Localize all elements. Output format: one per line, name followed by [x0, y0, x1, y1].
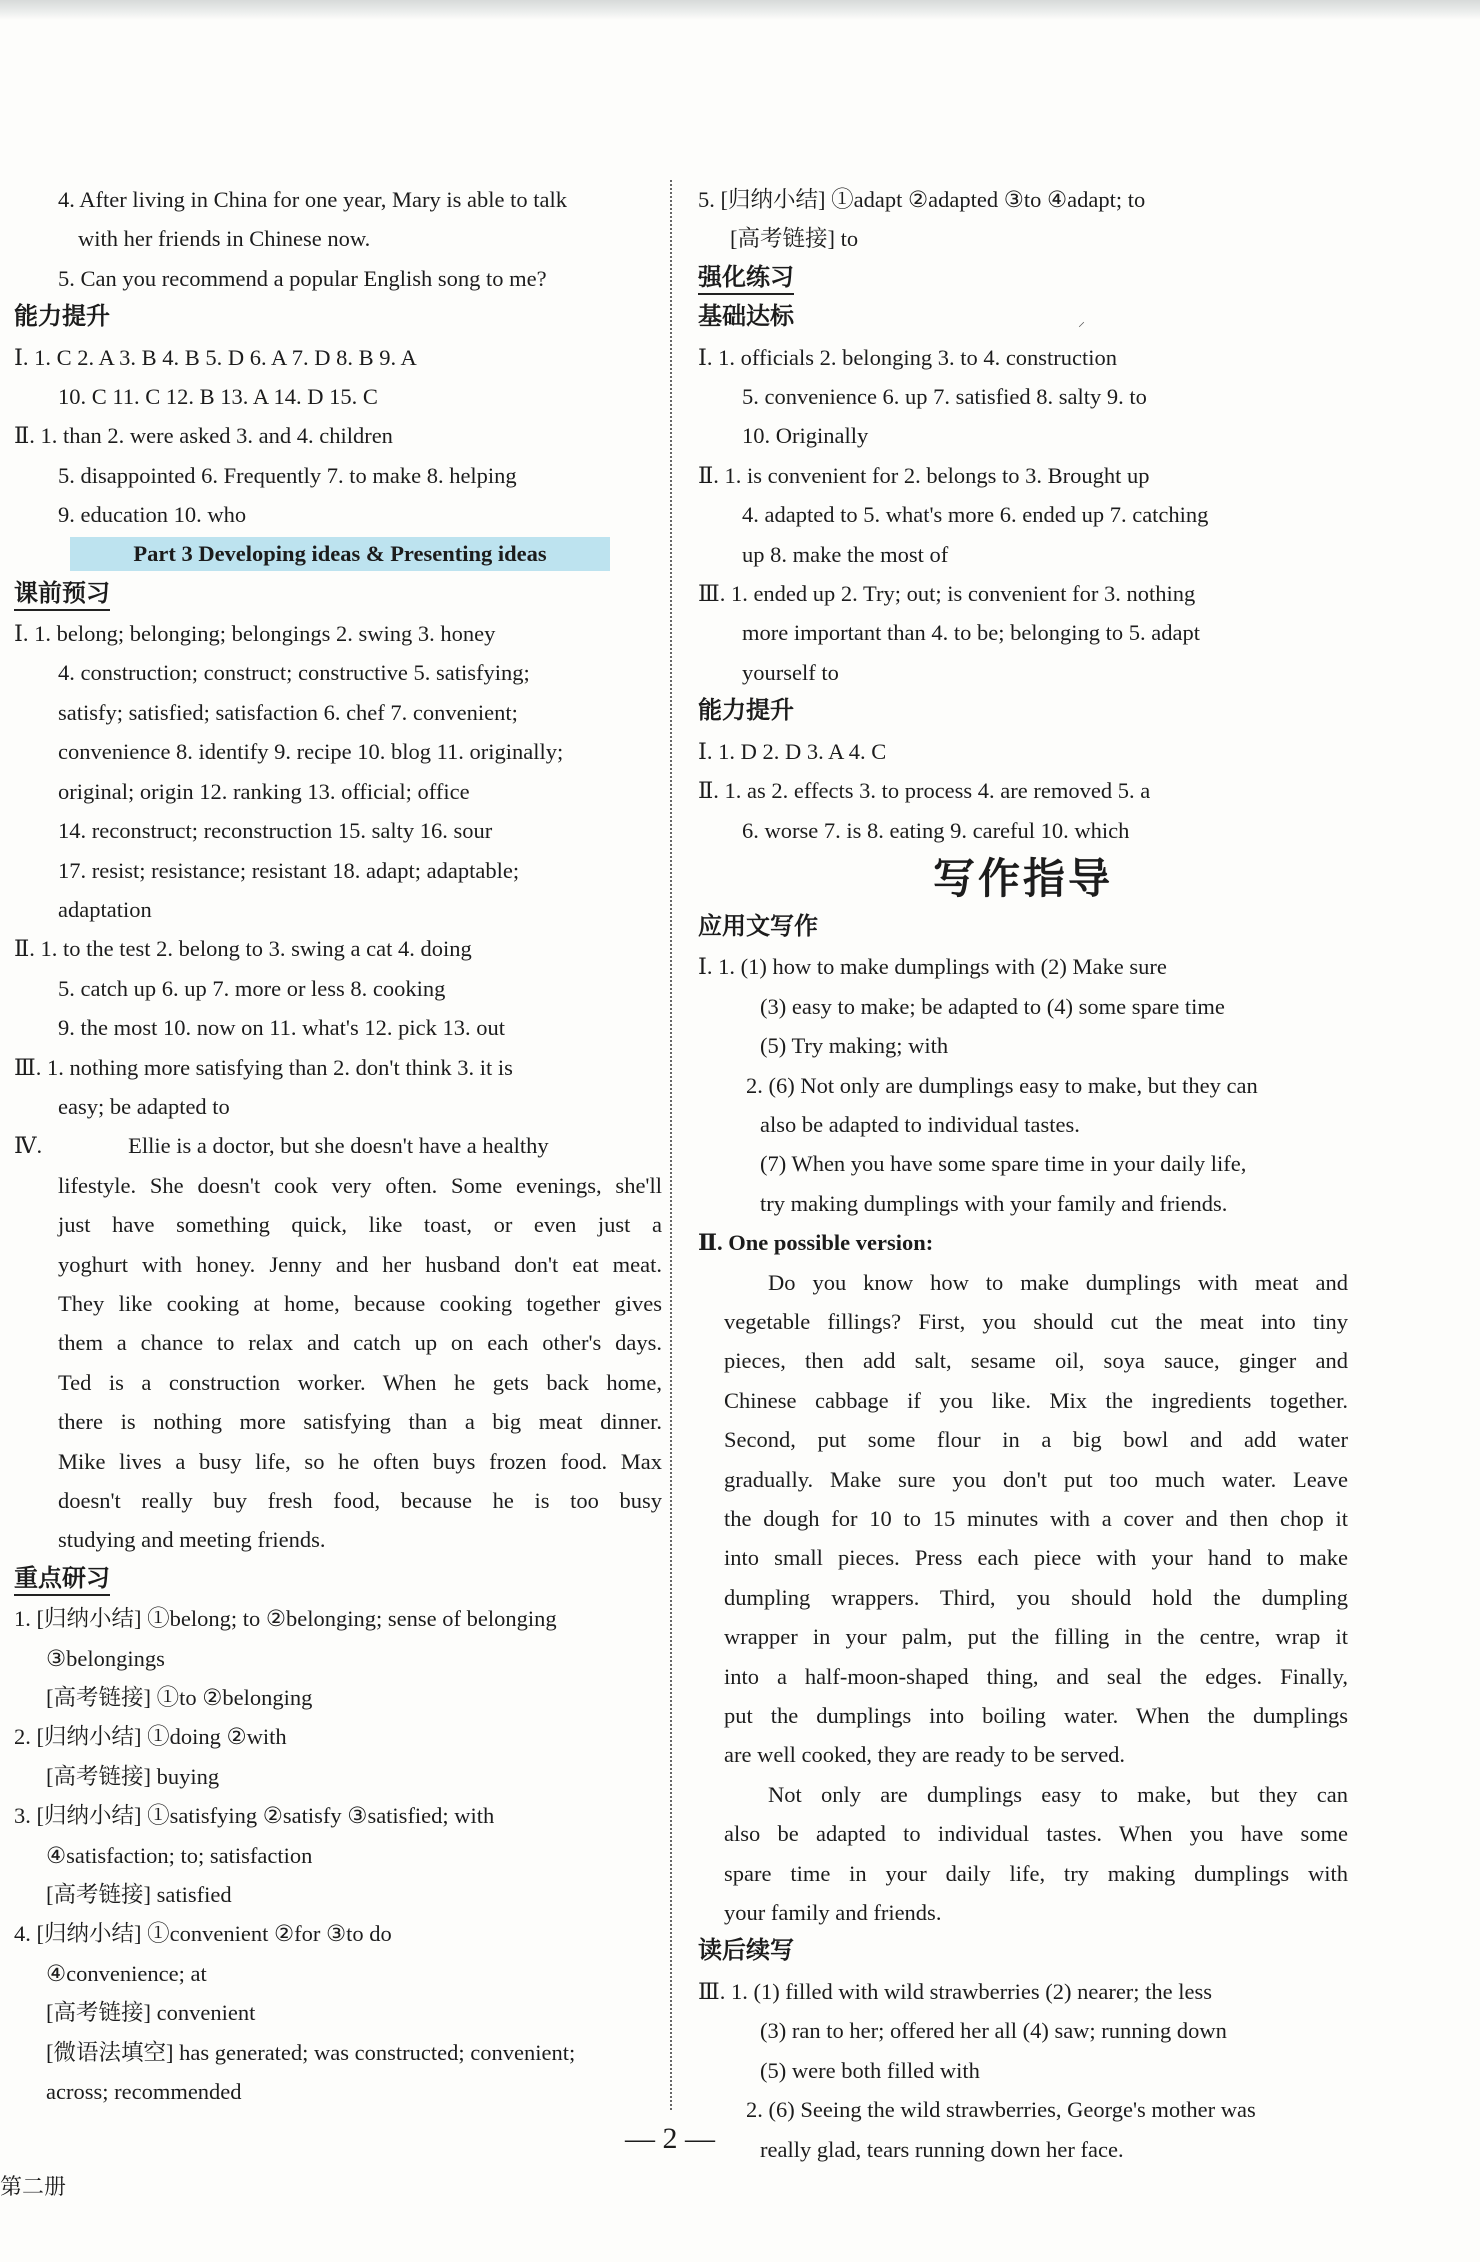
- essay-line: gradually. Make sure you don't put too much water. Leave: [724, 1466, 1348, 1492]
- answer-line: 5. catch up 6. up 7. more or less 8. cooking: [58, 975, 446, 1001]
- pen-mark-icon: ⸝: [1078, 315, 1085, 330]
- answer-line: 5. Can you recommend a popular English song to me?: [58, 265, 547, 291]
- essay-line: pieces, then add salt, sesame oil, soya sauce, ginger and: [724, 1348, 1348, 1374]
- passage-text: Ellie is a doctor, but she doesn't have a healthy: [128, 1133, 549, 1159]
- passage-line: studying and meeting friends.: [58, 1527, 326, 1553]
- passage-line: Mike lives a busy life, so he often buys frozen food. Max: [58, 1448, 662, 1474]
- answer-line: try making dumplings with your family and friends.: [760, 1190, 1228, 1216]
- answer-line: 3. [归纳小结] ①satisfying ②satisfy ③satisfied; with: [14, 1803, 495, 1829]
- book-volume-label: 第二册: [0, 2175, 67, 2200]
- answer-line: Ⅰ. 1. (1) how to make dumplings with (2) Make sure: [698, 954, 1167, 980]
- essay-line: wrapper in your palm, put the filling in the centre, wrap it: [724, 1624, 1348, 1650]
- passage-line: Ted is a construction worker. When he gets back home,: [58, 1369, 662, 1395]
- writing-guide-title: 写作指导: [932, 853, 1113, 903]
- answer-line: up 8. make the most of: [742, 541, 949, 567]
- passage-first-line: [14, 1126, 662, 1165]
- essay-line: are well cooked, they are ready to be served.: [724, 1742, 1126, 1768]
- section-heading-yyw: 应用文写作: [698, 913, 818, 940]
- part-banner: Part 3 Developing ideas & Presenting ideas: [70, 537, 610, 571]
- essay-line: Second, put some flour in a big bowl and add water: [724, 1427, 1348, 1453]
- answer-line: Ⅰ. 1. officials 2. belonging 3. to 4. construction: [698, 344, 1118, 370]
- answer-line: (5) Try making; with: [760, 1033, 949, 1059]
- answer-line: [微语法填空] has generated; was constructed; convenient;: [46, 2039, 576, 2065]
- answer-line: ④satisfaction; to; satisfaction: [46, 1842, 313, 1868]
- answer-line: 1. [归纳小结] ①belong; to ②belonging; sense of belonging: [14, 1606, 557, 1632]
- answer-line: more important than 4. to be; belonging to 5. adapt: [742, 620, 1201, 646]
- answer-line: 2. (6) Seeing the wild strawberries, George's mother was: [746, 2097, 1256, 2123]
- essay-line: the dough for 10 to 15 minutes with a cover and then chop it: [724, 1506, 1348, 1531]
- section-heading-dhxx: 读后续写: [698, 1938, 794, 1965]
- answer-line: 14. reconstruct; reconstruction 15. salty 16. sour: [58, 818, 493, 844]
- section-heading-nengli-right: 能力提升: [698, 698, 794, 725]
- answer-line: [高考链接] buying: [46, 1763, 220, 1789]
- answer-line: 4. After living in China for one year, Mary is able to talk: [58, 187, 567, 212]
- section-heading-nengli: 能力提升: [14, 304, 110, 331]
- heading-text: 课前预习: [14, 579, 110, 611]
- answer-line: 2. [归纳小结] ①doing ②with: [14, 1724, 287, 1750]
- answer-line: 5. disappointed 6. Frequently 7. to make 8. helping: [58, 462, 517, 488]
- answer-line: (3) ran to her; offered her all (4) saw; running down: [760, 2018, 1227, 2044]
- section-heading-jcdb: 基础达标: [698, 304, 794, 331]
- answer-line: Ⅰ. 1. belong; belonging; belongings 2. swing 3. honey: [14, 621, 496, 647]
- answer-line: 6. worse 7. is 8. eating 9. careful 10. which: [742, 817, 1130, 843]
- answer-line: also be adapted to individual tastes.: [760, 1111, 1080, 1137]
- answer-line: with her friends in Chinese now.: [78, 226, 371, 252]
- answer-line: 10. C 11. C 12. B 13. A 14. D 15. C: [58, 384, 378, 410]
- answer-line: convenience 8. identify 9. recipe 10. blog 11. originally;: [58, 739, 564, 765]
- answer-line: 17. resist; resistance; resistant 18. adapt; adaptable;: [58, 857, 520, 883]
- answer-line: 9. education 10. who: [58, 502, 247, 528]
- section-heading-zdyx: [14, 1560, 662, 1599]
- answer-line: 2. (6) Not only are dumplings easy to make, but they can: [746, 1072, 1258, 1098]
- answer-line: (3) easy to make; be adapted to (4) some spare time: [760, 993, 1225, 1019]
- passage-line: yoghurt with honey. Jenny and her husband don't eat meat.: [58, 1251, 662, 1277]
- essay-line: your family and friends.: [724, 1900, 942, 1926]
- answer-line: [高考链接] convenient: [46, 2000, 256, 2026]
- answer-line: 9. the most 10. now on 11. what's 12. pick 13. out: [58, 1015, 505, 1041]
- answer-line: Ⅱ. 1. is convenient for 2. belongs to 3. Brought up: [698, 462, 1150, 488]
- answer-line: (5) were both filled with: [760, 2057, 980, 2083]
- answer-line: Ⅲ. 1. nothing more satisfying than 2. don't think 3. it is: [14, 1054, 513, 1080]
- answer-line: 4. adapted to 5. what's more 6. ended up 7. catching: [742, 502, 1209, 528]
- answer-line: Ⅱ. 1. as 2. effects 3. to process 4. are removed 5. a: [698, 778, 1151, 804]
- answer-line: Ⅱ. 1. to the test 2. belong to 3. swing a cat 4. doing: [14, 936, 472, 962]
- answer-line: easy; be adapted to: [58, 1093, 230, 1119]
- answer-line: 5. convenience 6. up 7. satisfied 8. salty 9. to: [742, 384, 1147, 410]
- answer-line: ③belongings: [46, 1645, 165, 1671]
- passage-line: lifestyle. She doesn't cook very often. Some evenings, she'll: [58, 1172, 662, 1198]
- answer-line: across; recommended: [46, 2079, 242, 2105]
- answer-line: Ⅱ. 1. than 2. were asked 3. and 4. children: [14, 423, 393, 449]
- passage-line: there is nothing more satisfying than a big meat dinner.: [58, 1409, 662, 1435]
- answer-line: original; origin 12. ranking 13. official; office: [58, 778, 470, 804]
- passage-line: just have something quick, like toast, or even just a: [58, 1212, 662, 1238]
- answer-line: adaptation: [58, 896, 152, 922]
- version-heading: Ⅱ. One possible version:: [698, 1230, 934, 1256]
- item-label: Ⅳ.: [14, 1133, 43, 1159]
- essay-line: vegetable fillings? First, you should cut the meat into tiny: [724, 1308, 1348, 1334]
- heading-text: 重点研习: [14, 1564, 110, 1596]
- answer-line: 5. [归纳小结] ①adapt ②adapted ③to ④adapt; to: [698, 187, 1146, 212]
- answer-line: really glad, tears running down her face.: [760, 2136, 1124, 2162]
- essay-line: Not only are dumplings easy to make, but they can: [768, 1781, 1348, 1807]
- essay-line: into a half-moon-shaped thing, and seal the edges. Finally,: [724, 1663, 1348, 1689]
- answer-line: Ⅰ. 1. D 2. D 3. A 4. C: [698, 738, 887, 764]
- answer-line: Ⅰ. 1. C 2. A 3. B 4. B 5. D 6. A 7. D 8. B 9. A: [14, 344, 417, 370]
- left-column: [14, 180, 662, 2112]
- section-heading-kqyx: [14, 575, 662, 614]
- answer-line: [高考链接] to: [730, 226, 859, 252]
- passage-line: them a chance to relax and catch up on each other's days.: [58, 1330, 662, 1356]
- essay-line: Chinese cabbage if you like. Mix the ingredients together.: [724, 1387, 1348, 1413]
- answer-line: [高考链接] ①to ②belonging: [46, 1685, 313, 1711]
- answer-line: yourself to: [742, 659, 839, 685]
- right-column: [698, 180, 1348, 2169]
- answer-line: 4. [归纳小结] ①convenient ②for ③to do: [14, 1921, 392, 1947]
- essay-line: spare time in your daily life, try making dumplings with: [724, 1860, 1348, 1886]
- answer-line: satisfy; satisfied; satisfaction 6. chef 7. convenient;: [58, 699, 518, 725]
- answer-line: (7) When you have some spare time in your daily life,: [760, 1151, 1247, 1177]
- passage-line: doesn't really buy fresh food, because he is too busy: [58, 1488, 662, 1513]
- answer-line: 4. construction; construct; constructive 5. satisfying;: [58, 660, 530, 686]
- essay-line: Do you know how to make dumplings with meat and: [768, 1269, 1348, 1295]
- passage-line: They like cooking at home, because cooking together gives: [58, 1290, 662, 1316]
- column-divider: [670, 180, 672, 2110]
- answer-line: Ⅲ. 1. (1) filled with wild strawberries (2) nearer; the less: [698, 1978, 1213, 2004]
- answer-line: ④convenience; at: [46, 1960, 207, 1986]
- heading-text: 强化练习: [698, 263, 794, 295]
- essay-line: put the dumplings into boiling water. When the dumplings: [724, 1703, 1348, 1729]
- answer-line: 10. Originally: [742, 423, 869, 449]
- scan-top-edge: [0, 0, 1480, 20]
- essay-line: also be adapted to individual tastes. When you have some: [724, 1821, 1348, 1847]
- essay-line: dumpling wrappers. Third, you should hold the dumpling: [724, 1584, 1348, 1610]
- page-number: — 2 —: [625, 2122, 715, 2155]
- section-heading-qhlx: [698, 259, 1348, 298]
- answer-line: Ⅲ. 1. ended up 2. Try; out; is convenient for 3. nothing: [698, 581, 1196, 607]
- answer-line: [高考链接] satisfied: [46, 1882, 232, 1908]
- essay-line: into small pieces. Press each piece with your hand to make: [724, 1545, 1348, 1571]
